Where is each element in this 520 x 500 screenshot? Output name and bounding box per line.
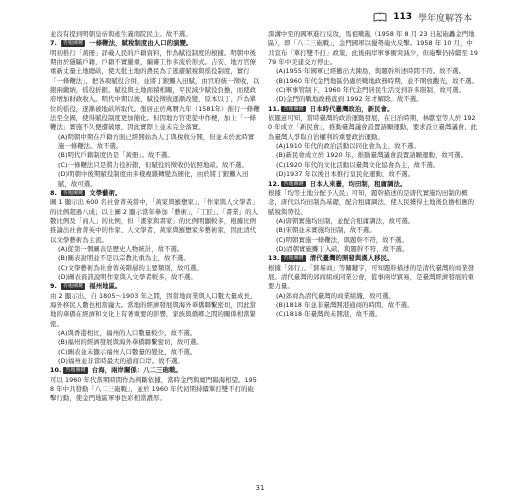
- option-a: (A)唐朝實施均田制，並配合租庸調法，故可選。: [276, 216, 415, 225]
- question-topic: 清代臺灣的開發與漢人移民。: [309, 254, 394, 263]
- question-explanation: 可以 1960 年代當期時間作為判斷依據，當時金門與廈門隔海相望。1958 年中共發動「八二三砲戰」，並於 1960 年代初期持續單打雙不打的砲擊行動，使金門地區軍事色彩相當濃厚。: [50, 375, 257, 403]
- option-b: (B)新民會成立於 1920 年，推動臺灣議會設置請願運動，故可選。: [276, 151, 468, 160]
- question-explanation: 圖 1 顯示出 600 名社會菁英當中，「黃家與羅懋家」、「作家與人文學者」的比例超過八成；以上圖 2 顯示當年參加「藝術」、「工匠」、「書業」的人數比例及「商人」的比例，但「畫家與書家」的比例明顯較多，根據比例推論出社會菁英中的作家、人文學者、黃家與羅懋家多藝術家，因此清代以文學藝術為主流。: [50, 198, 259, 244]
- question-number: 9.: [50, 282, 57, 291]
- option-d: (D)圖表資訊說明作家與人文學者較多，故不選。: [58, 272, 197, 281]
- left-column: [50, 30, 260, 404]
- question-explanation: 依題意可知，當時臺灣的政治運動發展，在日治時期，林獻堂等人於 1920 年成立「新民會」，推動臺灣議會設置請願運動，要求設立臺灣議會，此為臺灣人爭取自治權利的重要政治運動。: [268, 114, 478, 141]
- option-c: (C)軍事管制下，1960 年代金門居民生活受到許多限制，故可選。: [276, 86, 466, 95]
- option-a: (A)郊商為清代臺灣的商業組織，故可選。: [276, 291, 395, 300]
- answer-key-tag: 答題關鍵: [283, 180, 304, 187]
- question-number: 7.: [50, 39, 57, 48]
- right-intro: 深溝中至的國軍進行反攻，馬祖戰亂（1958 年 8 月 23 日起砲轟金門地區），即「八二三砲戰」，金門國軍以優勢砲火反擊。1958 年 10 月，中共宣布「單打雙不打」政策，此後兩岸軍事衝突減少，但砲擊仍持續至 1979 年中美建交方停止。: [268, 30, 478, 67]
- question-8: [50, 189, 260, 282]
- question-explanation: 根據「郊行」、「貿易商」等關鍵字，可知題幹描述的是清代臺灣的商業發展。清代臺灣的郊商組成同業公會，從事兩岸貿易，是臺灣經濟發展的重要力量。: [268, 263, 475, 291]
- option-b: (B)明代戶籍制度仍是「黃冊」。故不選。: [58, 151, 174, 160]
- option-b: (B)福州的經濟發展與海外華僑聯繫密切，故可選。: [58, 338, 203, 347]
- answer-key-tag: 答題關鍵: [283, 255, 304, 262]
- option-a: (A)從第一個圖表是歷史人物統計，故不選。: [58, 244, 184, 253]
- question-explanation: 由 2 顯示出，自 1805～1903 年之間，因當地商業與人口數大量成長，海外移民人數也相當龐大。當地的經濟發展與海外華僑聯繫密切，因此當地的華僑在經濟和文化上有著重要的影響，家族與僑鄉之間的關係相當緊密。: [50, 291, 257, 328]
- option-c: (C)1818 年臺灣尚未開港，故不選。: [276, 310, 382, 319]
- question-10: [50, 366, 260, 403]
- question-number: 11.: [268, 104, 280, 113]
- option-d: (D)金門的戰地政務直到 1992 年才解除。故不選。: [276, 95, 423, 104]
- header-title: 學年度解答本: [417, 13, 472, 24]
- option-d: (D)明朝中後期賦役制度由多樣複雜轉變為簡化，由於將丁銀攤入田賦，故可選。: [58, 170, 249, 188]
- answer-key-tag: 答題關鍵: [65, 367, 86, 374]
- answer-key-tag: 答題關鍵: [63, 40, 84, 47]
- question-explanation: 根據「均等土地分配予人民」可知，題幹描述的是唐代實施均田制的概念，唐代以均田制為基礎，配合租庸調法，使人民獲得土地後負擔相應的賦稅與勞役。: [268, 188, 475, 216]
- question-11: [268, 105, 478, 180]
- option-c: (C)圖表並未顯示福州人口數量的變化，故不選。: [58, 347, 197, 356]
- question-7: [50, 39, 260, 189]
- left-intro: 並沒有提到明朝皇帝與產生義南院民主。故不選。: [50, 30, 192, 38]
- option-a: (A)1910 年代的政治活動以同化會為主，故不選。: [276, 142, 420, 151]
- question-number: 8.: [50, 188, 57, 197]
- option-c: (C)文學藝術為社會菁英階層的主要類別，故可選。: [58, 263, 203, 272]
- option-d: (D)清朝實施攤丁入畝，與題幹不符，故不選。: [276, 244, 409, 253]
- option-c: (C)1920 年代的文化活動以臺灣文化協會為主，故不選。: [276, 160, 440, 169]
- option-a: (A)明朝中期在戶籍方面已經開始為人丁與稅收分開，但並未於此時實施一條鞭法。故不選。: [58, 132, 255, 151]
- question-topic: 文學藝術。: [89, 188, 122, 197]
- option-b: (B)1818 年並非臺灣開港通商的時間，故不選。: [276, 300, 414, 309]
- option-c: (C)一條鞭法只是將力役折銀，但賦役的徵收仍依照地畝。故不選。: [58, 160, 248, 169]
- option-c: (C)明朝實施一條鞭法，與題幹不符，故不選。: [276, 235, 408, 244]
- question-number: 12.: [268, 179, 280, 188]
- question-13: [268, 254, 478, 319]
- option-d: (D)1937 年以後日本推行皇民化運動，故不選。: [276, 170, 415, 179]
- book-logo-icon: [373, 12, 387, 22]
- question-explanation: 明初推行「黃冊」詳載人民的戶籍資料，作為賦役制度的根據。明朝中後期由於隱瞞戶籍，戶籍不實嚴重，編審工作多流於形式。吉安、地方官僚重新丈量土地總畝，使大批土地的農民為了逃避賦稅與徭役制度，實行「一條鞭法」，把各項賦役合併，並將丁銀攤入田賦，由官府統一徵收，以銀兩繳納，徭役折銀。賦役與土地面積相關，平民減少賦役負擔，而使政府增加財政收入。明代中期以後，賦役徵收逐漸改變，原本以丁、戶為單位的徭役，逐漸被地畝所取代。張居正於萬曆九年（1581年）推行一條鞭法至全國，使得賦役制度更加簡化。但因地方官吏從中作梗，加上「一條鞭法」實施不久便遭破壞，因此實際上並未完全落實。: [50, 48, 260, 132]
- page-number: 31: [255, 484, 265, 492]
- page-header: [373, 10, 472, 24]
- question-number: 10.: [50, 366, 62, 375]
- option-d: (D)福州並非當時最大的通商口岸。故不選。: [58, 357, 184, 366]
- option-b: (B)宋朝並未實施均田制，故不選。: [276, 226, 376, 235]
- question-topic: 台海，兩岸關係：八二三砲戰。: [91, 366, 182, 375]
- option-b: (B)圖表說明並不是以宗教比重為主，故不選。: [58, 254, 190, 263]
- answer-key-tag: 答題關鍵: [63, 283, 84, 290]
- question-12: [268, 180, 478, 255]
- option-a: (A)1955 年國軍已經撤出大陳島，與題幹所述時間不符。故不選。: [276, 67, 466, 76]
- question-number: 13.: [268, 254, 280, 263]
- option-a: (A)與香港相比，福州的人口數量較少。故不選。: [58, 329, 197, 337]
- option-b: (B)1960 年代金門地區仍處於戰地政務時期，並不開放觀光，故不選。: [276, 76, 478, 85]
- answer-key-tag: 答題關鍵: [63, 189, 84, 196]
- right-column: [268, 30, 478, 320]
- question-topic: 一條鞭法，賦稅制度由人口的演變。: [89, 39, 193, 48]
- header-year: 113: [393, 12, 412, 22]
- question-topic: 日本時代臺灣政治，新民會。: [309, 104, 394, 113]
- question-topic: 日本人來臺，均田制，租庸調法。: [309, 179, 407, 188]
- answer-key-tag: 答題關鍵: [283, 105, 304, 112]
- question-topic: 福州地區。: [89, 282, 122, 291]
- question-9: [50, 282, 260, 366]
